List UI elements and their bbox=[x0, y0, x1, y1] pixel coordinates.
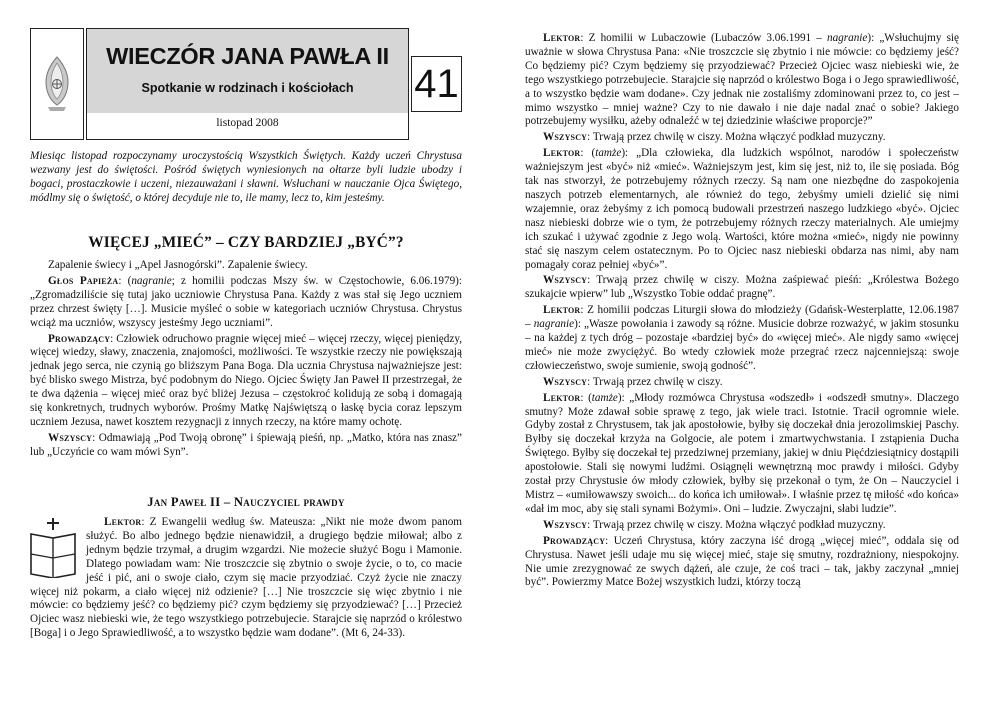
section2-body bbox=[30, 516, 462, 641]
title-box bbox=[86, 28, 409, 140]
section1-heading: WIĘCEJ „MIEĆ” – CZY BARDZIEJ „BYĆ”? bbox=[88, 234, 404, 251]
speaker-label: Lektor bbox=[543, 32, 581, 44]
logo-box bbox=[30, 28, 84, 140]
speaker-label: Lektor bbox=[543, 304, 581, 317]
paragraph-text: : ( bbox=[580, 391, 592, 404]
paragraph-text: : Odmawiają „Pod Twoją obronę” i śpiewają pieśń, np. „Matko, która nas znasz” lub „Uczyńcie co wam mówi Syn”. bbox=[30, 431, 462, 458]
masthead bbox=[30, 28, 462, 140]
paragraph-text: ): „Dla człowieka, dla ludzkich wspólnot, narodów i społeczeństw ważniejszym jest «być» niż «mieć». Ważniejszym jest, kim się jest, niż to, ile się posiada. Bóg tak nas stworzył, że potrzebujemy różnych rzeczy. Są nam one niezbędne do zaspokojenia naszych potrzeb elementarnych, ale również do tego, żebyśmy umieli dzielić się nimi wzajemnie, oraz żebyśmy z ich pomocą budowali przestrzeń naszego ludzkiego «być». Ojciec nasz niebieski dobrze wie o tym, że potrzebujemy różnych rzeczy materialnych. Ale umiejmy ich szukać i używać zgodnie z Jego wolą. Wartości, które można «mieć», nigdy nie powinny stać się naszym celem ostatecznym. Po to Ojciec nasz niebieski obdarza nas nimi, aby nam pomagały coraz pełniej «być»”. bbox=[525, 147, 959, 271]
speaker-label: Wszyscy bbox=[543, 131, 588, 144]
paragraph-text: : Z Ewangelii według św. Mateusza: „Nikt nie może dwom panom służyć. Bo albo jednego będzie nienawidził, a drugiego będzie miłował; albo z jednym będzie trzymał, a drugim wzgardzi. Nie możecie służyć Bogu i Mamonie. Dlatego powiadam wam: Nie troszczcie się zbytnio o swoje życie, o to, co macie jeść i pić, ani o swoje ciało, czym się macie przyodziać. Czyż życie nie znaczy więcej niż pokarm, a ciało więcej niż odzienie? […] Nie troszczcie się więc zbytnio i nie mówcie: co będziemy jeść? co będziemy pić? czym będziemy się przyodziewać? […] Przecież Ojciec wasz niebieski wie, że tego wszystkiego potrzebujecie. Starajcie się naprzód o królestwo [Boga] i o Jego Sprawiedliwość, a to wszystko będzie wam dodane”. (Mt 6, 24-33). bbox=[30, 516, 462, 640]
paragraph-text: : Z homilii w Lubaczowie (Lubaczów 3.06.1991 – bbox=[580, 32, 827, 44]
speaker-label: Wszyscy bbox=[543, 274, 588, 287]
speaker-label: Głos Papieża bbox=[48, 274, 119, 287]
paragraph-text: : Trwają przez chwilę w ciszy. Można zaśpiewać pieśń: „Królestwa Bożego szukajcie wpierw” lub „Wszystko Tobie oddać pragnę”. bbox=[525, 274, 959, 301]
paragraph-text: : ( bbox=[580, 147, 596, 160]
note-italic: nagranie bbox=[826, 32, 868, 44]
paragraph-text: : Trwają przez chwilę w ciszy. bbox=[587, 375, 723, 388]
section1-paragraph-2 bbox=[30, 275, 462, 331]
paragraph-text: : Uczeń Chrystusa, który zaczyna iść drogą „więcej mieć”, oddala się od Chrystusa. Nawet jeśli udaje mu się więcej mieć, staje się smutny, rozdrażniony, niespokojny. Nie umie zrezygnować ze swych dążeń, ale czuje, że coś traci – tak, jakby zaczynał „mniej być”. Powierzmy Matce Bożej wszystkich ludzi, którzy toczą bbox=[525, 534, 959, 589]
right-column bbox=[525, 32, 959, 590]
intro-text: Miesiąc listopad rozpoczynamy uroczystością Wszystkich Świętych. Każdy uczeń Chrystusa wezwany jest do świętości. Pośród świętych wyniesionych na ołtarze byli ludzie ubodzy i bogaci, prostaczkowie i uczeni, niezauważani i sławni. Wsłuchani w nauczanie Ojca Świętego, módlmy się o świętość, o której decyduje nie to, ile mamy, lecz to, kim jesteśmy. bbox=[30, 150, 462, 204]
paragraph-text: : ( bbox=[118, 274, 132, 287]
right-paragraph-5 bbox=[525, 304, 959, 374]
right-paragraph-7 bbox=[525, 392, 959, 517]
right-paragraph-8 bbox=[525, 519, 959, 533]
section1-body bbox=[30, 259, 462, 460]
right-paragraph-9 bbox=[525, 535, 959, 591]
speaker-label: Lektor bbox=[104, 516, 142, 528]
speaker-label: Wszyscy bbox=[543, 518, 588, 531]
section1-paragraph-1: Zapalenie świecy i „Apel Jasnogórski”. Zapalenie świecy. bbox=[48, 259, 308, 271]
right-paragraph-2 bbox=[525, 131, 959, 145]
paragraph-text: ; z homilii podczas Mszy św. w Częstochowie, 6.06.1979): „Zgromadziliście się tutaj jako uczniowie Chrystusa Pana. Każdy z was stał się Jego uczniem przez chrzest święty […]. Musicie myśleć o sobie w kategoriach uczniów Chrystusa. Chrystus wciąż ma uczniów, wszyscy jesteśmy Jego uczniami”. bbox=[30, 274, 462, 329]
newsletter-subtitle: Spotkanie w rodzinach i kościołach bbox=[141, 81, 354, 95]
section1-paragraph-4 bbox=[30, 432, 462, 460]
candle-cross-logo-icon bbox=[40, 55, 74, 113]
paragraph-text: ): „Młody rozmówca Chrystusa «odszedł» i «odszedł smutny». Dlaczego smutny? Może zdawał sobie sprawę z tego, jak wiele traci. Istotnie. Tracił ogromnie wiele. Gdyby został z Chrystusem, tak jak apostołowie, byłby się doczekał dnia jerozolimskiej Paschy. Byłby się doczekał krzyża na Golgocie, ale potem i zmartwychwstania. I zstąpienia Ducha Świętego. Byłby się doczekał tej przedziwnej przemiany, jakiej w dniu Pięćdziesiątnicy dostąpili apostołowie. Stali się nowymi ludźmi. Osiągnęli wewnętrzną moc prawdy i miłości. Gdyby został przy Chrystusie ów młody człowiek, byłby się przekonał o tym, że On – Nauczyciel i Mistrz – «umiłowawszy swoich... do końca ich umiłował». I właśnie przez tę miłość «do końca» «dał im moc, aby się stali synami Bożymi». Oni – ludzie. Zwyczajni, słabi ludzie”. bbox=[525, 391, 959, 515]
paragraph-text: ): „Wsłuchujmy się uważnie w słowa Chrystusa Pana: «Nie troszczcie się zbytnio i nie mówcie: co będziemy jeść? Co będziemy pić? Czym będziemy się przyodziewać? Przecież Ojciec wasz niebieski wie, że tego wszystkiego potrzebujecie. Starajcie się naprzód o królestwo Boga i o Jego sprawiedliwość, a to wszystko będzie wam dodane». Czy jednak nie zostaliśmy zdominowani przez to, co jest – mimo wszystko – mniej ważne? Czy to nie dawało i nie daje nadal znać o sobie? Jakiego potrzebujemy wysiłku, ażeby odnaleźć w tej dziedzinie właściwe proporcje?” bbox=[525, 32, 959, 128]
note-italic: tamże bbox=[591, 391, 618, 404]
paragraph-text: ): „Wasze powołania i zawody są różne. Musicie dobrze rozważyć, w jakim stosunku – na każdej z tych dróg – pozostaje «bardziej być» do «więcej mieć». Ale nigdy samo «więcej mieć» nie może zwyciężyć. Bo wtedy człowiek może przegrać rzecz najcenniejszą: swoje człowieczeństwo, swoje sumienie, swoją godność”. bbox=[525, 318, 959, 372]
note-italic: nagranie bbox=[131, 274, 172, 287]
speaker-label: Wszyscy bbox=[48, 431, 93, 444]
right-paragraph-6 bbox=[525, 376, 959, 390]
issue-number: 41 bbox=[411, 56, 462, 112]
speaker-label: Lektor bbox=[543, 147, 581, 160]
title-band bbox=[87, 29, 408, 113]
paragraph-text: : Trwają przez chwilę w ciszy. Można włączyć podkład muzyczny. bbox=[587, 131, 886, 144]
paragraph-text: : Z homilii podczas Liturgii słowa do młodzieży (Gdańsk-Westerplatte, 12.06.1987 – bbox=[525, 304, 959, 331]
right-paragraph-1 bbox=[525, 32, 959, 129]
speaker-label: Wszyscy bbox=[543, 375, 588, 388]
right-paragraph-3 bbox=[525, 147, 959, 272]
paragraph-text: : Trwają przez chwilę w ciszy. Można włączyć podkład muzyczny. bbox=[587, 518, 886, 531]
note-italic: nagranie bbox=[533, 318, 575, 331]
issue-date: listopad 2008 bbox=[216, 117, 279, 129]
note-italic: tamże bbox=[595, 147, 622, 160]
speaker-label: Prowadzący bbox=[48, 332, 111, 345]
section2-heading: Jan Paweł II – Nauczyciel prawdy bbox=[147, 495, 345, 509]
section1-paragraph-3 bbox=[30, 333, 462, 430]
newsletter-title: WIECZÓR JANA PAWŁA II bbox=[106, 43, 389, 69]
paragraph-text: : Człowiek odruchowo pragnie więcej mieć – więcej rzeczy, więcej pieniędzy, więcej wiedzy, sławy, znaczenia, znajomości, możliwości. Te wszystkie rzeczy nie powiększają jednak jego serca, nie czynią go bliższym Pana Boga. Dla ucznia Chrystusa najważniejsze jest: być blisko swego Mistrza, być podobnym do Niego. Ojciec Święty Jan Paweł II przestrzegał, że te dwa dążenia – więcej mieć oraz być bliżej Jezusa – częstokroć kolidują ze sobą i domagają się konkretnych, trudnych wyborów. Prośmy Matkę Najświętszą o łaskę bycia coraz lepszym uczniem Jezusa, nawet kosztem rezygnacji z innych rzeczy, na które mamy ochotę. bbox=[30, 332, 462, 428]
section2-paragraph-1 bbox=[30, 516, 462, 641]
section1-heading-wrap bbox=[30, 234, 462, 252]
right-paragraph-4 bbox=[525, 274, 959, 302]
open-book-icon bbox=[28, 516, 78, 578]
speaker-label: Lektor bbox=[543, 391, 581, 404]
intro-paragraph bbox=[30, 150, 462, 206]
section2-heading-wrap bbox=[30, 495, 462, 510]
speaker-label: Prowadzący bbox=[543, 534, 606, 547]
